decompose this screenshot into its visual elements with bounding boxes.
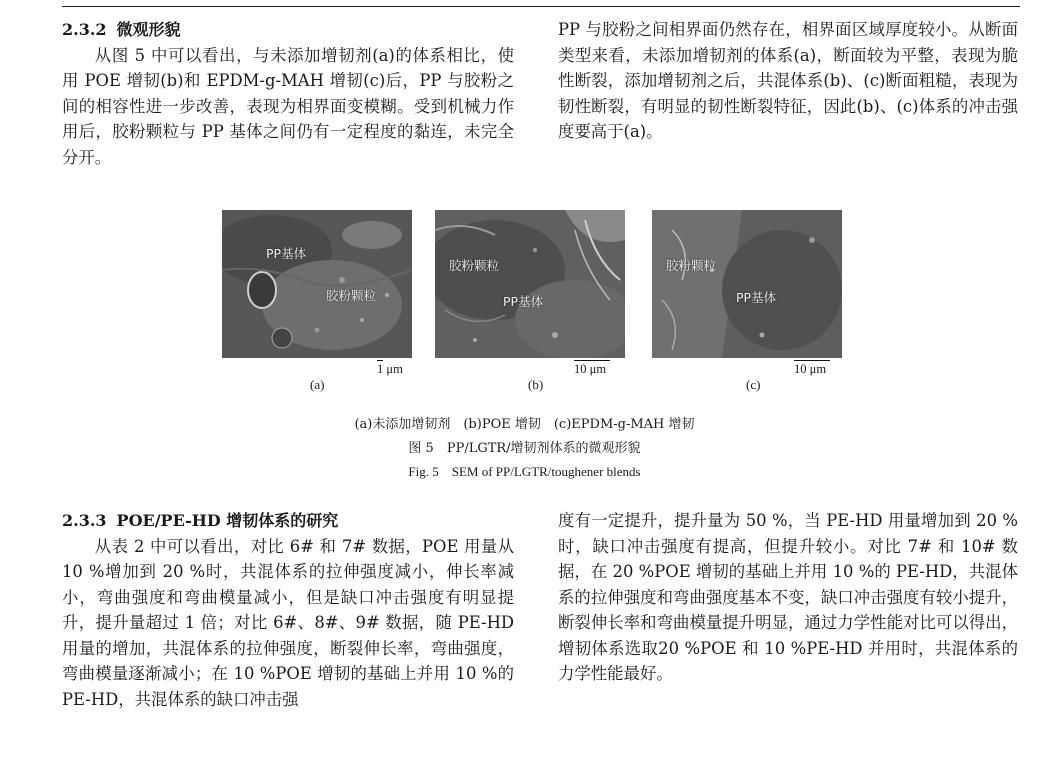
section-233-heading xyxy=(62,508,514,534)
section-title: 微观形貌 xyxy=(116,20,181,39)
label-rubber-powder: 胶粉颗粒 xyxy=(449,258,500,273)
section-number: 2.3.3 xyxy=(62,511,107,530)
sem-image-a xyxy=(222,210,412,358)
label-pp-matrix: PP基体 xyxy=(736,290,777,305)
scale-label: 1 μm xyxy=(377,362,403,376)
label-rubber-powder: 胶粉颗粒 xyxy=(666,258,717,273)
label-rubber-powder: 胶粉颗粒 xyxy=(326,288,377,303)
scale-label: 10 μm xyxy=(574,362,607,376)
subfigure-label-b: (b) xyxy=(528,377,544,392)
scale-bar-b xyxy=(574,360,610,377)
section-number: 2.3.2 xyxy=(62,20,107,39)
sem-image-c xyxy=(652,210,842,358)
label-pp-matrix: PP基体 xyxy=(503,294,544,309)
section-233-right-column xyxy=(558,508,1018,687)
section-232-left-column xyxy=(62,17,514,170)
subfigure-label-c: (c) xyxy=(746,377,761,392)
section-title: POE/PE-HD 增韧体系的研究 xyxy=(116,511,339,530)
section-233-left-column xyxy=(62,508,514,712)
section-232-heading xyxy=(62,17,514,43)
body-paragraph-continued: PP 与胶粉之间相界面仍然存在，相界面区域厚度较小。从断面类型来看，未添加增韧剂的体系(a)，断面较为平整，表现为脆性断裂，添加增韧剂之后，共混体系(b)、(c)断面粗糙，表现为韧性断裂，有明显的韧性断裂特征，因此(b)、(c)体系的冲击强度要高于(a)。 xyxy=(558,20,1018,141)
sem-image-b xyxy=(435,210,625,358)
figure-caption-cn: 图 5 PP/LGTR/增韧剂体系的微观形貌 xyxy=(408,441,641,456)
section-232-right-column xyxy=(558,17,1018,145)
body-paragraph: 从表 2 中可以看出，对比 6# 和 7# 数据，POE 用量从 10 %增加到 20 %时，共混体系的拉伸强度减小，伸长率减小，弯曲强度和弯曲模量减小，但是缺口冲击强度有明显提升，提升量超过 1 倍；对比 6#、8#、9# 数据，随 PE-HD 用量的增加，共混体系的拉伸强度，断裂伸长率，弯曲强度，弯曲模量逐渐减小；在 10 %POE 增韧的基础上并用 10 %的 PE-HD，共混体系的缺口冲击强 xyxy=(62,536,514,709)
figure-legend: (a)未添加增韧剂 (b)POE 增韧 (c)EPDM-g-MAH 增韧 xyxy=(354,417,695,432)
body-paragraph: 从图 5 中可以看出，与未添加增韧剂(a)的体系相比，使用 POE 增韧(b)和 EPDM-g-MAH 增韧(c)后，PP 与胶粉之间的相容性进一步改善，表现为相界面变模糊。受到机械力作用后，胶粉颗粒与 PP 基体之间仍有一定程度的黏连，未完全分开。 xyxy=(62,45,514,167)
scale-bar-c xyxy=(794,360,830,377)
body-paragraph-continued: 度有一定提升，提升量为 50 %，当 PE-HD 用量增加到 20 %时，缺口冲击强度有提高，但提升较小。对比 7# 和 10# 数据，在 20 %POE 增韧的基础上并用 10 %的 PE-HD，共混体系的拉伸强度和弯曲强度基本不变，缺口冲击强度有较小提升，断裂伸长率和弯曲模量提升明显，通过力学性能对比可以得出，增韧体系选取20 %POE 和 10 %PE-HD 并用时，共混体系的力学性能最好。 xyxy=(558,511,1018,683)
subfigure-label-a: (a) xyxy=(310,377,325,392)
scale-label: 10 μm xyxy=(794,362,827,376)
top-rule xyxy=(62,6,1020,7)
figure-caption-en: Fig. 5 SEM of PP/LGTR/toughener blends xyxy=(408,464,641,479)
scale-bar-a xyxy=(377,360,403,377)
label-pp-matrix: PP基体 xyxy=(266,246,307,261)
